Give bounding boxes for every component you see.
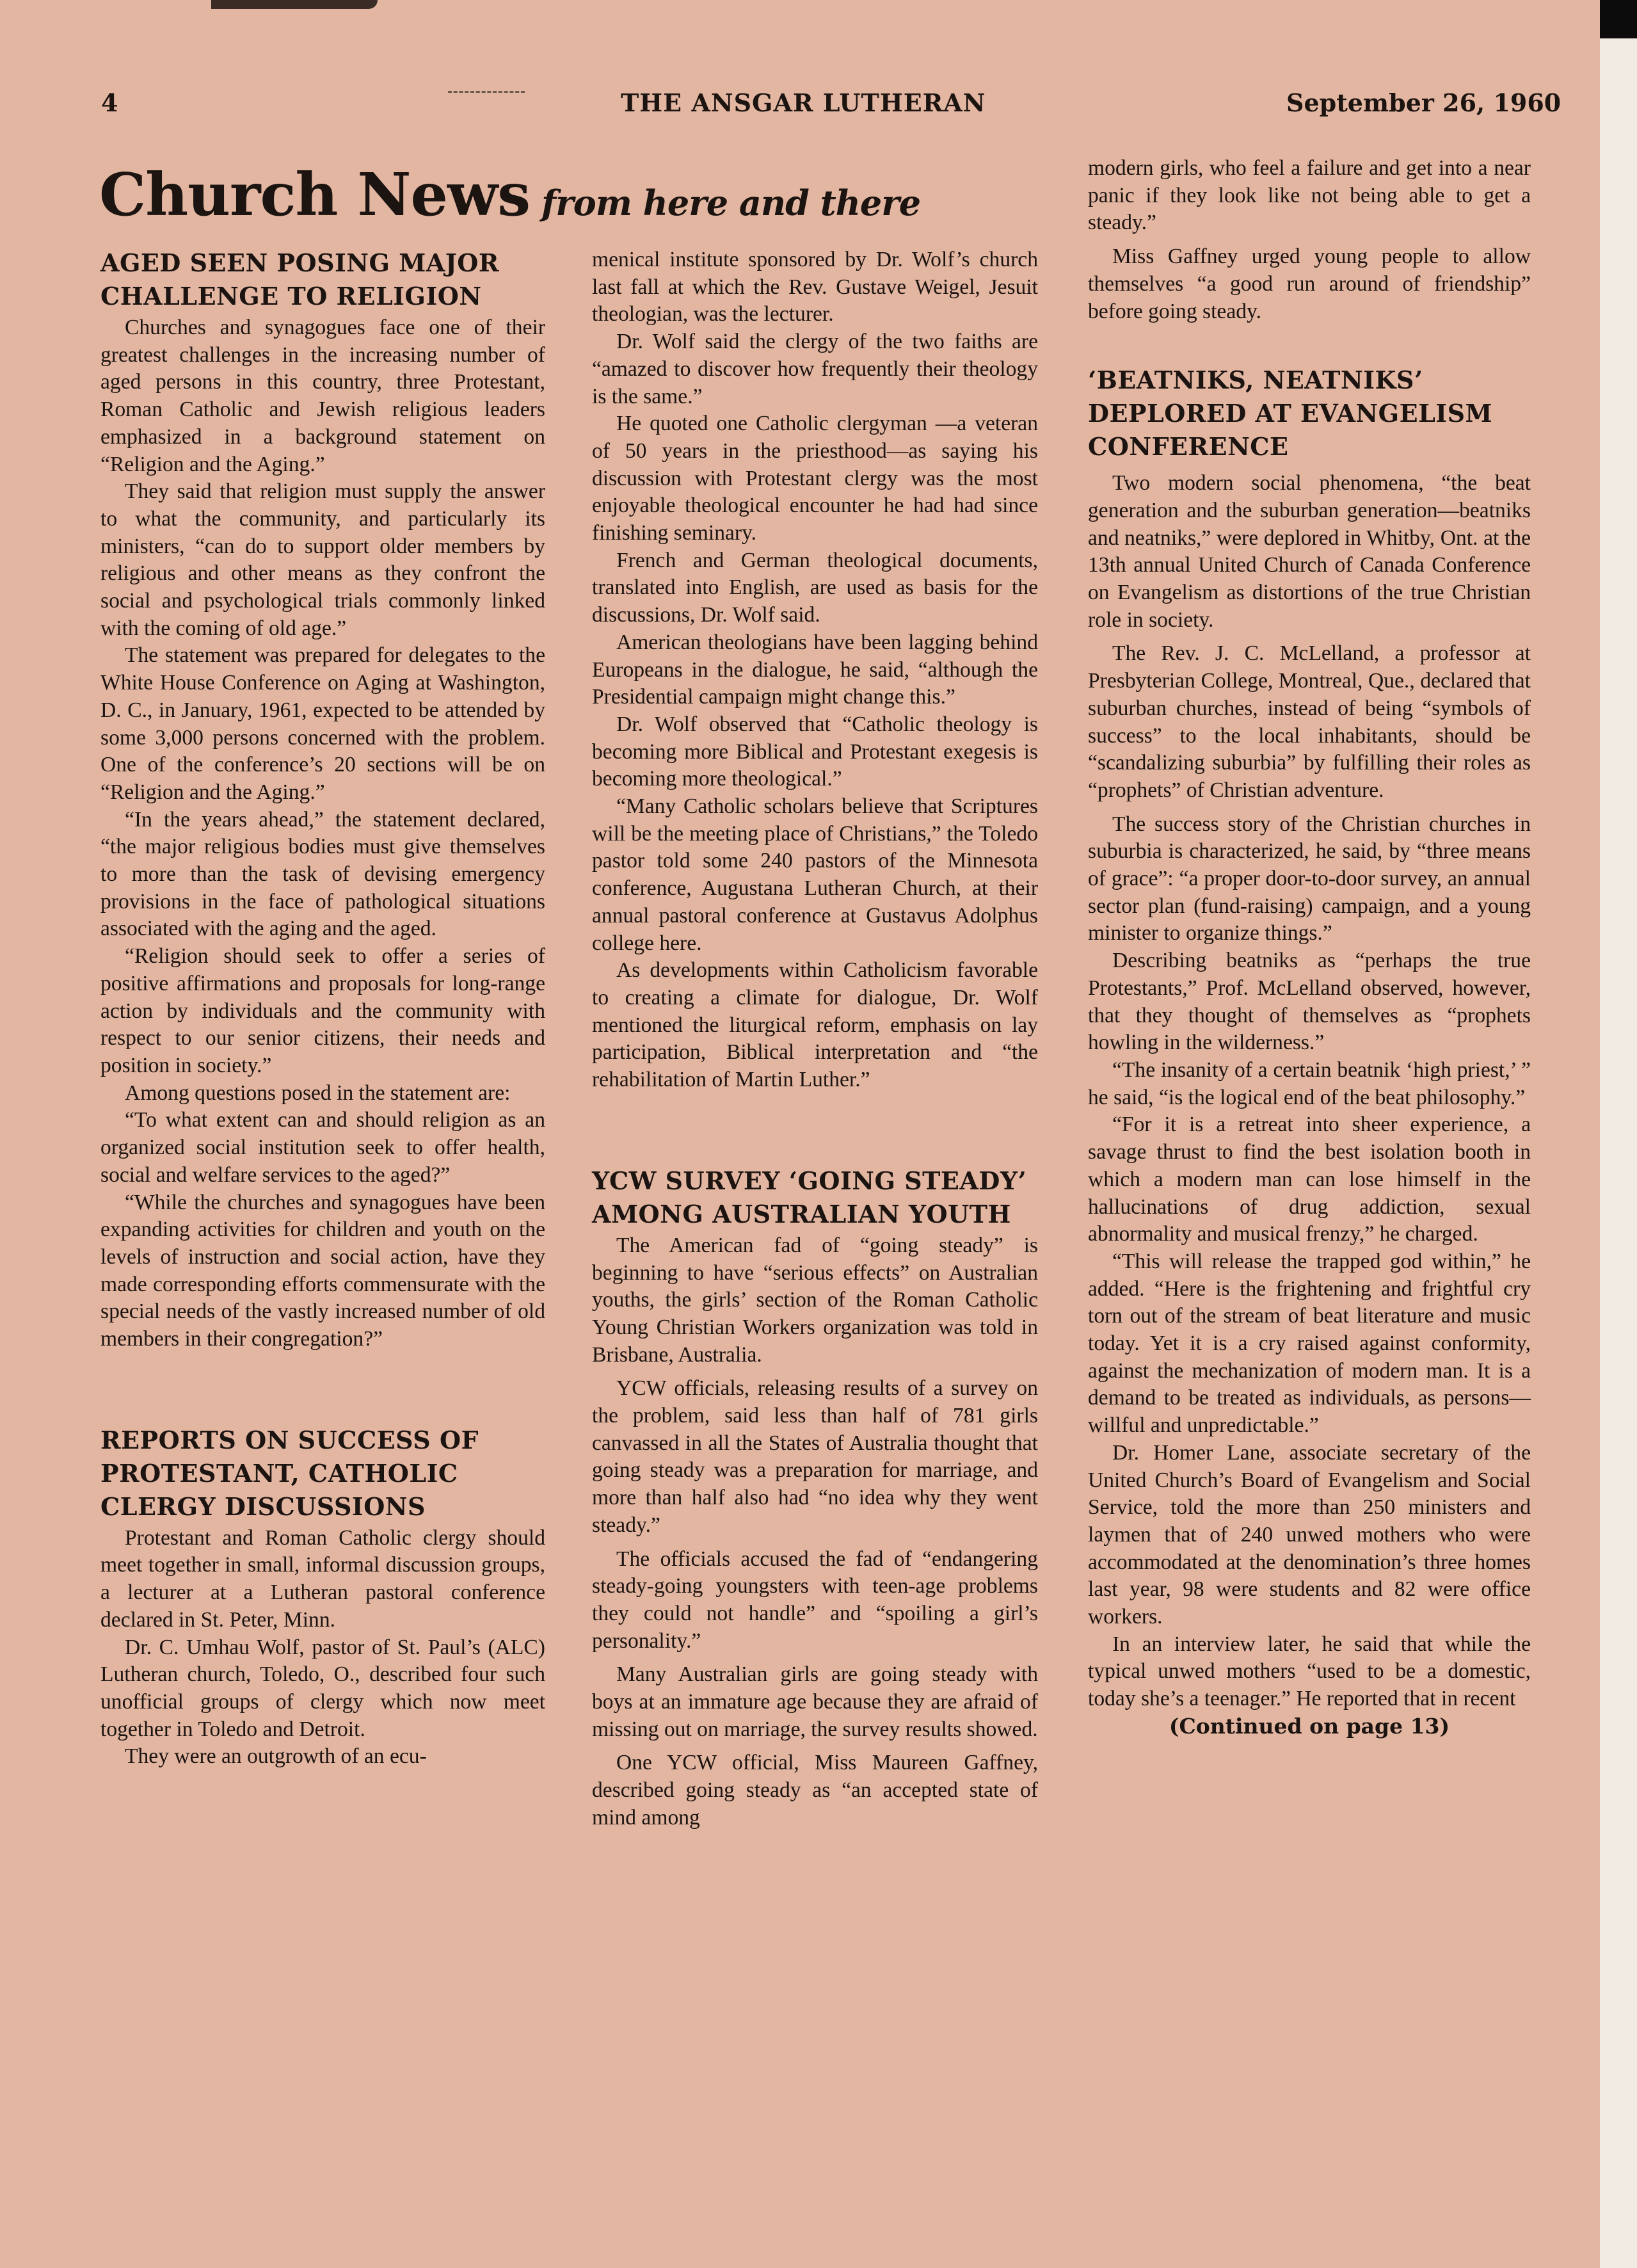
article-paragraph: “While the churches and synagogues have been expanding activities for children and youth on the levels of instruction and social action, have they made corresponding efforts commensurate with the special needs of the vastly increased number of old members in their congregation?”	[100, 1190, 545, 1351]
article-paragraph: The Rev. J. C. McLelland, a professor at Presbyterian College, Montreal, Que., declared that suburban churches, instead of being “symbols of success” to the local inhabitants, should be “scandalizing suburbia” by fulfilling their roles as “prophets” of Christian adventure.	[1088, 641, 1531, 802]
article-paragraph: As developments within Catholicism favorable to creating a climate for dialogue, Dr. Wolf mentioned the liturgical reform, emphasis on lay participation, Biblical interpretation and “the rehabilitation of Martin Luther.”	[592, 958, 1038, 1092]
article-paragraph: Protestant and Roman Catholic clergy should meet together in small, informal discussion groups, a lecturer at a Lutheran pastoral conference declared in St. Peter, Minn.	[100, 1525, 545, 1632]
headline-beatniks: ‘BEATNIKS, NEATNIKS’ DEPLORED AT EVANGELISM CONFERENCE	[1088, 366, 1493, 462]
article-paragraph: Many Australian girls are going steady with boys at an immature age because they are afraid of missing out on marriage, the survey results showed.	[592, 1662, 1038, 1741]
article-paragraph: They said that religion must supply the answer to what the community, and particularly its ministers, “can do to support older members by religious and other means as they confront the social and psychological trials commonly linked with the coming of old age.”	[100, 479, 545, 640]
newspaper-name: THE ANSGAR LUTHERAN	[621, 88, 986, 117]
article-paragraph: American theologians have been lagging behind Europeans in the dialogue, he said, “although the Presidential campaign might change this.”	[592, 630, 1038, 709]
page-tear-mark	[211, 0, 378, 9]
article-paragraph: French and German theological documents, translated into English, are used as basis for the discussions, Dr. Wolf said.	[592, 548, 1038, 627]
headline-aged: AGED SEEN POSING MAJOR CHALLENGE TO RELIGION	[100, 248, 499, 310]
page-number: 4	[101, 88, 118, 117]
article-paragraph: “For it is a retreat into sheer experience, a savage thrust to find the best isolation booth in which a modern man can lose himself in the hallucinations of drug addiction, sexual abnormality and musical frenzy,” he charged.	[1088, 1113, 1531, 1246]
pencil-mark	[448, 91, 525, 93]
scan-margin	[1600, 0, 1637, 2268]
article-paragraph: Among questions posed in the statement are:	[125, 1081, 511, 1105]
column-1	[100, 246, 545, 1771]
article-paragraph: In an interview later, he said that while the typical unwed mothers “used to be a domestic, today she’s a teenager.” He reported that in recent	[1088, 1632, 1531, 1711]
article-paragraph: They were an outgrowth of an ecu-	[125, 1744, 427, 1769]
article-paragraph: “Many Catholic scholars believe that Scriptures will be the meeting place of Christians,” the Toledo pastor told some 240 pastors of the Minnesota conference, Augustana Lutheran Church, at their annual pastoral conference at Gustavus Adolphus college here.	[592, 794, 1038, 955]
article-paragraph: One YCW official, Miss Maureen Gaffney, described going steady as “an accepted state of mind among	[592, 1751, 1038, 1830]
article-paragraph: menical institute sponsored by Dr. Wolf’s church last fall at which the Rev. Gustave Weigel, Jesuit theologian, was the lecturer.	[592, 248, 1038, 326]
article-paragraph: “Religion should seek to offer a series of positive affirmations and proposals for long-range action by individuals and the community with respect to our senior citizens, their needs and position in society.”	[100, 944, 545, 1077]
section-title-sub: from here and there	[541, 182, 921, 223]
headline-ycw: YCW SURVEY ‘GOING STEADY’ AMONG AUSTRALIAN YOUTH	[592, 1166, 1027, 1228]
scan-corner-shadow	[1600, 0, 1637, 38]
article-paragraph: The statement was prepared for delegates to the White House Conference on Aging at Washington, D. C., in January, 1961, expected to be attended by some 3,000 persons concerned with the problem. One of the conference’s 20 sections will be on “Religion and the Aging.”	[100, 643, 545, 804]
issue-date: September 26, 1960	[1286, 88, 1561, 117]
headline-reports: REPORTS ON SUCCESS OF PROTESTANT, CATHOLIC CLERGY DISCUSSIONS	[100, 1425, 479, 1521]
article-paragraph: He quoted one Catholic clergyman —a veteran of 50 years in the priesthood—as saying his discussion with Protestant clergy was the most enjoyable theological encounter he had had since finishing seminary.	[592, 412, 1038, 545]
article-paragraph: YCW officials, releasing results of a survey on the problem, said less than half of 781 girls canvassed in all the States of Australia thought that going steady was a preparation for marriage, and more than half also had “no idea why they went steady.”	[592, 1376, 1038, 1537]
article-paragraph: Dr. Wolf said the clergy of the two faiths are “amazed to discover how frequently their theology is the same.”	[592, 330, 1038, 408]
continued-note: (Continued on page 13)	[1169, 1713, 1450, 1739]
column-3	[1088, 155, 1531, 1741]
article-paragraph: Dr. Homer Lane, associate secretary of the United Church’s Board of Evangelism and Social Service, told the more than 250 ministers and laymen that of 240 unwed mothers who were accommodated at the denomination’s three homes last year, 98 were students and 82 were office workers.	[1088, 1440, 1531, 1629]
article-paragraph: Describing beatniks as “perhaps the true Protestants,” Prof. McLelland observed, however, that they thought of themselves as “prophets howling in the wilderness.”	[1088, 949, 1531, 1055]
article-paragraph: The success story of the Christian churches in suburbia is characterized, he said, by “three means of grace”: “a proper door-to-door survey, an annual sector plan (fund-raising) campaign, and a young minister to organize things.”	[1088, 812, 1531, 945]
article-paragraph: Dr. Wolf observed that “Catholic theology is becoming more Biblical and Protestant exegesis is becoming more theological.”	[592, 712, 1038, 791]
section-title	[99, 160, 920, 229]
article-paragraph: “The insanity of a certain beatnik ‘high priest,’ ” he said, “is the logical end of the beat philosophy.”	[1088, 1058, 1531, 1109]
column-2	[592, 246, 1038, 1832]
article-paragraph: The officials accused the fad of “endangering steady-going youngsters with teen-age problems they could not handle” and “spoiling a girl’s personality.”	[592, 1547, 1038, 1653]
article-paragraph: modern girls, who feel a failure and get into a near panic if they look like not being able to get a steady.”	[1088, 156, 1531, 235]
article-paragraph: “To what extent can and should religion as an organized social institution seek to offer health, social and welfare services to the aged?”	[100, 1108, 545, 1187]
article-paragraph: Two modern social phenomena, “the beat generation and the suburban generation—beatniks and neatniks,” were deplored in Whitby, Ont. at the 13th annual United Church of Canada Conference on Evangelism as distortions of the true Christian role in society.	[1088, 471, 1531, 632]
article-paragraph: “In the years ahead,” the statement declared, “the major religious bodies must give themselves to more than the task of devising emergency provisions in the face of pathological situations associated with the aging and the aged.	[100, 807, 545, 941]
article-paragraph: “This will release the trapped god within,” he added. “Here is the frightening and frightful cry torn out of the stream of beat literature and music today. Yet it is a cry raised against conformity, against the mechanization of modern man. It is a demand to be treated as individuals, as persons—willful and unpredictable.”	[1088, 1249, 1531, 1438]
article-paragraph: Miss Gaffney urged young people to allow themselves “a good run around of friendship” before going steady.	[1088, 245, 1531, 323]
section-title-main: Church News	[99, 160, 531, 229]
article-paragraph: The American fad of “going steady” is beginning to have “serious effects” on Australian youths, the girls’ section of the Roman Catholic Young Christian Workers organization was told in Brisbane, Australia.	[592, 1233, 1038, 1367]
article-paragraph: Churches and synagogues face one of their greatest challenges in the increasing number of aged persons in this country, three Protestant, Roman Catholic and Jewish religious leaders emphasized in a background statement on “Religion and the Aging.”	[100, 316, 545, 476]
article-paragraph: Dr. C. Umhau Wolf, pastor of St. Paul’s (ALC) Lutheran church, Toledo, O., described four such unofficial groups of clergy which now meet together in Toledo and Detroit.	[100, 1635, 545, 1741]
